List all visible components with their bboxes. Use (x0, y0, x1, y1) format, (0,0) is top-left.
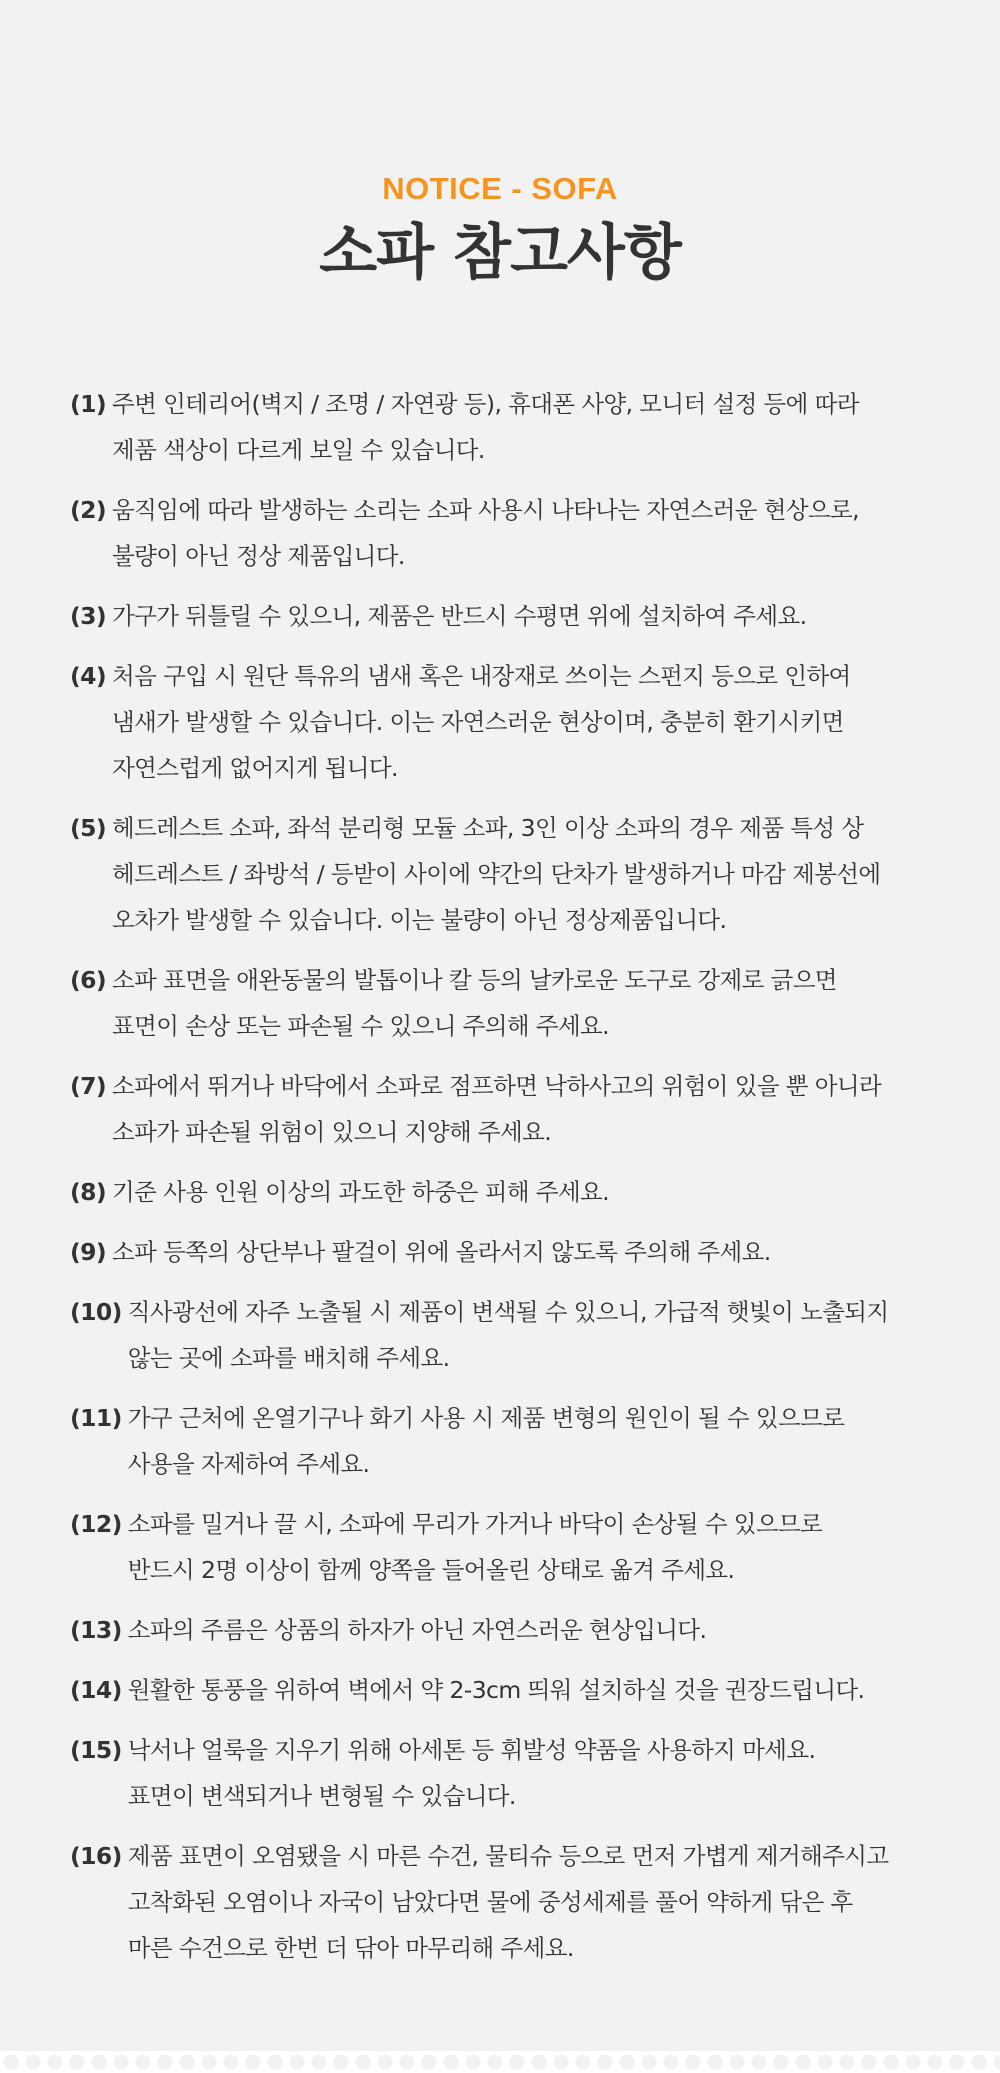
notice-text (112, 1169, 970, 1215)
notice-number: (6) (70, 966, 107, 994)
notice-number: (5) (70, 814, 107, 842)
notice-text-line: 불량이 아닌 정상 제품입니다. (112, 542, 405, 570)
notice-text-line: 오차가 발생할 수 있습니다. 이는 불량이 아닌 정상제품입니다. (112, 906, 727, 934)
notice-text-line: 자연스럽게 없어지게 됩니다. (112, 754, 398, 782)
notice-text (128, 1727, 970, 1819)
notice-text-line: 마른 수건으로 한번 더 닦아 마무리해 주세요. (127, 1934, 574, 1962)
notice-text-line: 주변 인테리어(벽지 / 조명 / 자연광 등), 휴대폰 사양, 모니터 설정 등에 따라 (112, 390, 859, 418)
notice-subtitle: NOTICE - SOFA (382, 171, 618, 206)
notice-number: (2) (70, 496, 107, 524)
notice-text-line: 제품 표면이 오염됐을 시 마른 수건, 물티슈 등으로 먼저 가볍게 제거해주시고 (127, 1842, 889, 1870)
notice-number: (4) (70, 662, 107, 690)
notice-number: (8) (70, 1178, 107, 1206)
notice-text-line: 가구가 뒤틀릴 수 있으니, 제품은 반드시 수평면 위에 설치하여 주세요. (112, 602, 807, 630)
notice-item (70, 957, 970, 1049)
notice-number: (1) (70, 390, 107, 418)
notice-text-line: 처음 구입 시 원단 특유의 냄새 혹은 내장재로 쓰이는 스펀지 등으로 인하여 (112, 662, 851, 690)
notice-text (112, 653, 970, 791)
notice-text (128, 1501, 970, 1593)
notice-number: (11) (70, 1404, 122, 1432)
notice-text-line: 소파에서 뛰거나 바닥에서 소파로 점프하면 낙하사고의 위험이 있을 뿐 아니라 (112, 1072, 882, 1100)
notice-text-line: 소파의 주름은 상품의 하자가 아닌 자연스러운 현상입니다. (127, 1616, 707, 1644)
notice-item (70, 1727, 970, 1819)
notice-text (128, 1289, 970, 1381)
notice-item (70, 1229, 970, 1275)
notice-item (70, 653, 970, 791)
notice-text-line: 소파가 파손될 위험이 있으니 지양해 주세요. (112, 1118, 552, 1146)
page-header (0, 166, 1000, 288)
notice-item (70, 487, 970, 579)
notice-text (112, 1063, 970, 1155)
notice-item (70, 1833, 970, 1971)
page-title: 소파 참고사항 (319, 218, 681, 288)
notice-text-line: 반드시 2명 이상이 함께 양쪽을 들어올린 상태로 옮겨 주세요. (127, 1556, 735, 1584)
notice-text (128, 1667, 970, 1713)
notice-text-line: 소파를 밀거나 끌 시, 소파에 무리가 가거나 바닥이 손상될 수 있으므로 (127, 1510, 823, 1538)
notice-text (112, 957, 970, 1049)
notice-item (70, 593, 970, 639)
notice-number: (16) (70, 1842, 122, 1870)
notice-number: (14) (70, 1676, 122, 1704)
notice-text-line: 고착화된 오염이나 자국이 남았다면 물에 중성세제를 풀어 약하게 닦은 후 (127, 1888, 853, 1916)
notice-text-line: 사용을 자제하여 주세요. (127, 1450, 370, 1478)
notice-number: (12) (70, 1510, 122, 1538)
notice-text-line: 직사광선에 자주 노출될 시 제품이 변색될 수 있으니, 가급적 햇빛이 노출되지 (127, 1298, 889, 1326)
notice-text-line: 움직임에 따라 발생하는 소리는 소파 사용시 나타나는 자연스러운 현상으로, (112, 496, 860, 524)
notice-text-line: 표면이 손상 또는 파손될 수 있으니 주의해 주세요. (112, 1012, 610, 1040)
notice-text-line: 표면이 변색되거나 변형될 수 있습니다. (127, 1782, 516, 1810)
notice-text (112, 805, 970, 943)
notice-number: (3) (70, 602, 107, 630)
notice-text-line: 냄새가 발생할 수 있습니다. 이는 자연스러운 현상이며, 충분히 환기시키면 (112, 708, 844, 736)
notice-text-line: 제품 색상이 다르게 보일 수 있습니다. (112, 436, 485, 464)
notice-text-line: 헤드레스트 / 좌방석 / 등받이 사이에 약간의 단차가 발생하거나 마감 제봉선에 (112, 860, 881, 888)
notice-text-line: 가구 근처에 온열기구나 화기 사용 시 제품 변형의 원인이 될 수 있으므로 (127, 1404, 845, 1432)
notice-text-line: 소파 표면을 애완동물의 발톱이나 칼 등의 날카로운 도구로 강제로 긁으면 (112, 966, 837, 994)
notice-text-line: 기준 사용 인원 이상의 과도한 하중은 피해 주세요. (112, 1178, 610, 1206)
notice-item (70, 1607, 970, 1653)
notice-text (128, 1833, 970, 1971)
notice-item (70, 1667, 970, 1713)
notice-number: (15) (70, 1736, 122, 1764)
notice-text-line: 않는 곳에 소파를 배치해 주세요. (127, 1344, 450, 1372)
notice-text-line: 헤드레스트 소파, 좌석 분리형 모듈 소파, 3인 이상 소파의 경우 제품 특성 상 (112, 814, 864, 842)
notice-text-line: 소파 등쪽의 상단부나 팔걸이 위에 올라서지 않도록 주의해 주세요. (112, 1238, 771, 1266)
notice-text (112, 593, 970, 639)
notice-text (128, 1607, 970, 1653)
notice-number: (9) (70, 1238, 107, 1266)
notice-number: (7) (70, 1072, 107, 1100)
notice-text (112, 487, 970, 579)
notice-text-line: 원활한 통풍을 위하여 벽에서 약 2-3cm 띄워 설치하실 것을 권장드립니다. (127, 1676, 865, 1704)
notice-number: (13) (70, 1616, 122, 1644)
notice-text (128, 1395, 970, 1487)
notice-item (70, 1063, 970, 1155)
notice-item (70, 1169, 970, 1215)
notice-item (70, 1289, 970, 1381)
scalloped-bottom-border (0, 2051, 1000, 2073)
notice-item (70, 1395, 970, 1487)
notice-text (112, 1229, 970, 1275)
notice-item (70, 1501, 970, 1593)
notice-item (70, 805, 970, 943)
notice-text (112, 381, 970, 473)
notice-list (70, 381, 970, 1985)
notice-text-line: 낙서나 얼룩을 지우기 위해 아세톤 등 휘발성 약품을 사용하지 마세요. (127, 1736, 816, 1764)
notice-item (70, 381, 970, 473)
notice-number: (10) (70, 1298, 122, 1326)
